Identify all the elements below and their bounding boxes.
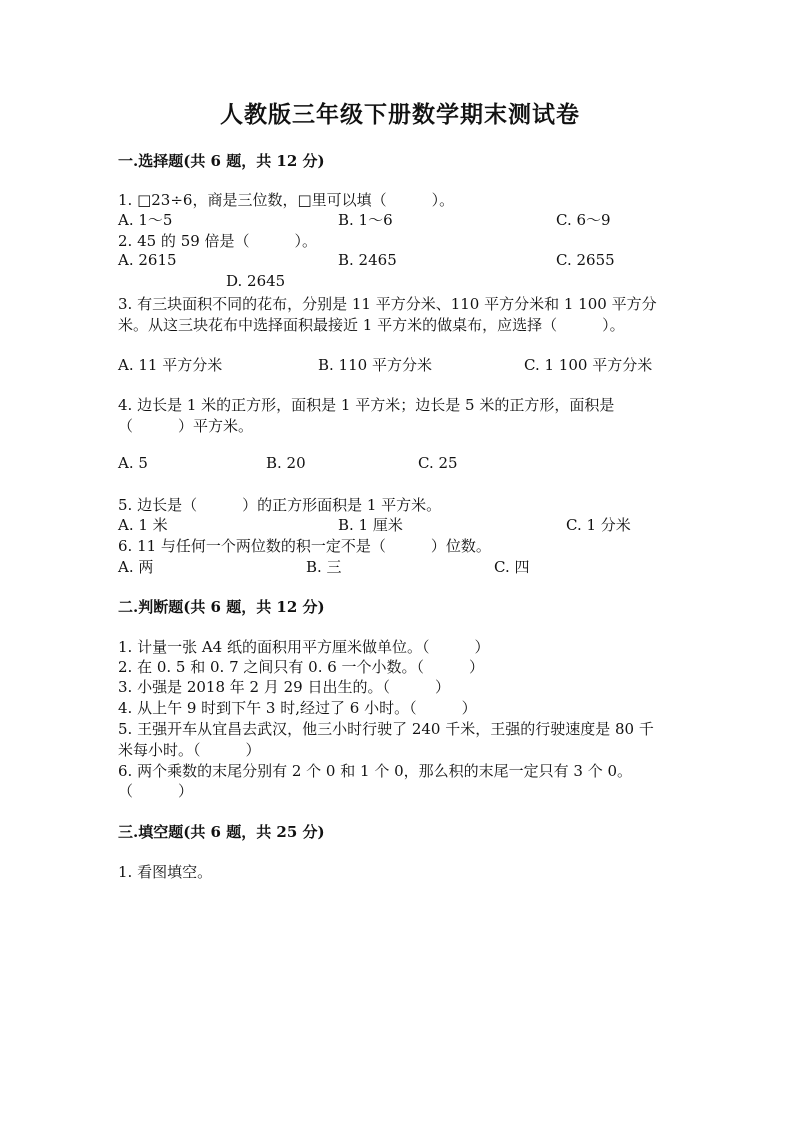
question-2-text: 2. 45 的 59 倍是（ ）。 [118,232,318,250]
question-6-option-a: A. 两 [118,558,154,576]
question-6-option-b: B. 三 [306,558,342,576]
question-5-text: 5. 边长是（ ）的正方形面积是 1 平方米。 [118,496,442,514]
question-1-option-a: A. 1～5 [118,211,173,229]
section-heading-choice: 一.选择题(共 6 题，共 12 分) [118,152,325,170]
judgment-line-5: 5. 王强开车从宜昌去武汉，他三小时行驶了 240 千米，王强的行驶速度是 80 千 [118,720,654,738]
question-4-option-b: B. 20 [266,454,306,472]
question-6-option-c: C. 四 [494,558,530,576]
question-1-text: 1. □23÷6，商是三位数，□里可以填（ ）。 [118,191,455,209]
question-6-text: 6. 11 与任何一个两位数的积一定不是（ ）位数。 [118,537,491,555]
question-2-option-a: A. 2615 [118,251,177,269]
question-2-option-d: D. 2645 [226,272,286,290]
question-3-option-b: B. 110 平方分米 [318,356,432,374]
question-4-text-line-2: （ ）平方米。 [118,417,254,435]
section-heading-fill-blank: 三.填空题(共 6 题，共 25 分) [118,823,325,841]
question-3-text-line-2: 米。从这三块花布中选择面积最接近 1 平方米的做桌布，应选择（ ）。 [118,316,625,334]
question-3-option-a: A. 11 平方分米 [118,356,223,374]
question-4-option-a: A. 5 [118,454,148,472]
question-5-option-a: A. 1 米 [118,516,168,534]
judgment-line-2: 2. 在 0. 5 和 0. 7 之间只有 0. 6 一个小数。（ ） [118,658,485,676]
question-5-option-b: B. 1 厘米 [338,516,403,534]
question-3-option-c: C. 1 100 平方分米 [524,356,653,374]
question-5-option-c: C. 1 分米 [566,516,631,534]
judgment-line-7: 6. 两个乘数的末尾分别有 2 个 0 和 1 个 0，那么积的末尾一定只有 3 个 0。 [118,762,633,780]
question-3-text-line-1: 3. 有三块面积不同的花布，分别是 11 平方分米、110 平方分米和 1 100 平方分 [118,295,657,313]
question-4-option-c: C. 25 [418,454,458,472]
question-1-option-b: B. 1～6 [338,211,393,229]
page-title: 人教版三年级下册数学期末测试卷 [220,101,580,128]
judgment-line-3: 3. 小强是 2018 年 2 月 29 日出生的。（ ） [118,678,450,696]
judgment-line-6: 米每小时。（ ） [118,741,261,759]
judgment-line-4: 4. 从上午 9 时到下午 3 时,经过了 6 小时。（ ） [118,699,477,717]
fill-blank-question-1: 1. 看图填空。 [118,863,213,881]
question-2-option-c: C. 2655 [556,251,615,269]
question-2-option-b: B. 2465 [338,251,397,269]
question-1-option-c: C. 6～9 [556,211,611,229]
section-heading-true-false: 二.判断题(共 6 题，共 12 分) [118,598,325,616]
question-4-text-line-1: 4. 边长是 1 米的正方形，面积是 1 平方米；边长是 5 米的正方形，面积是 [118,396,615,414]
judgment-line-1: 1. 计量一张 A4 纸的面积用平方厘米做单位。（ ） [118,638,490,656]
judgment-line-8: （ ） [118,782,194,800]
